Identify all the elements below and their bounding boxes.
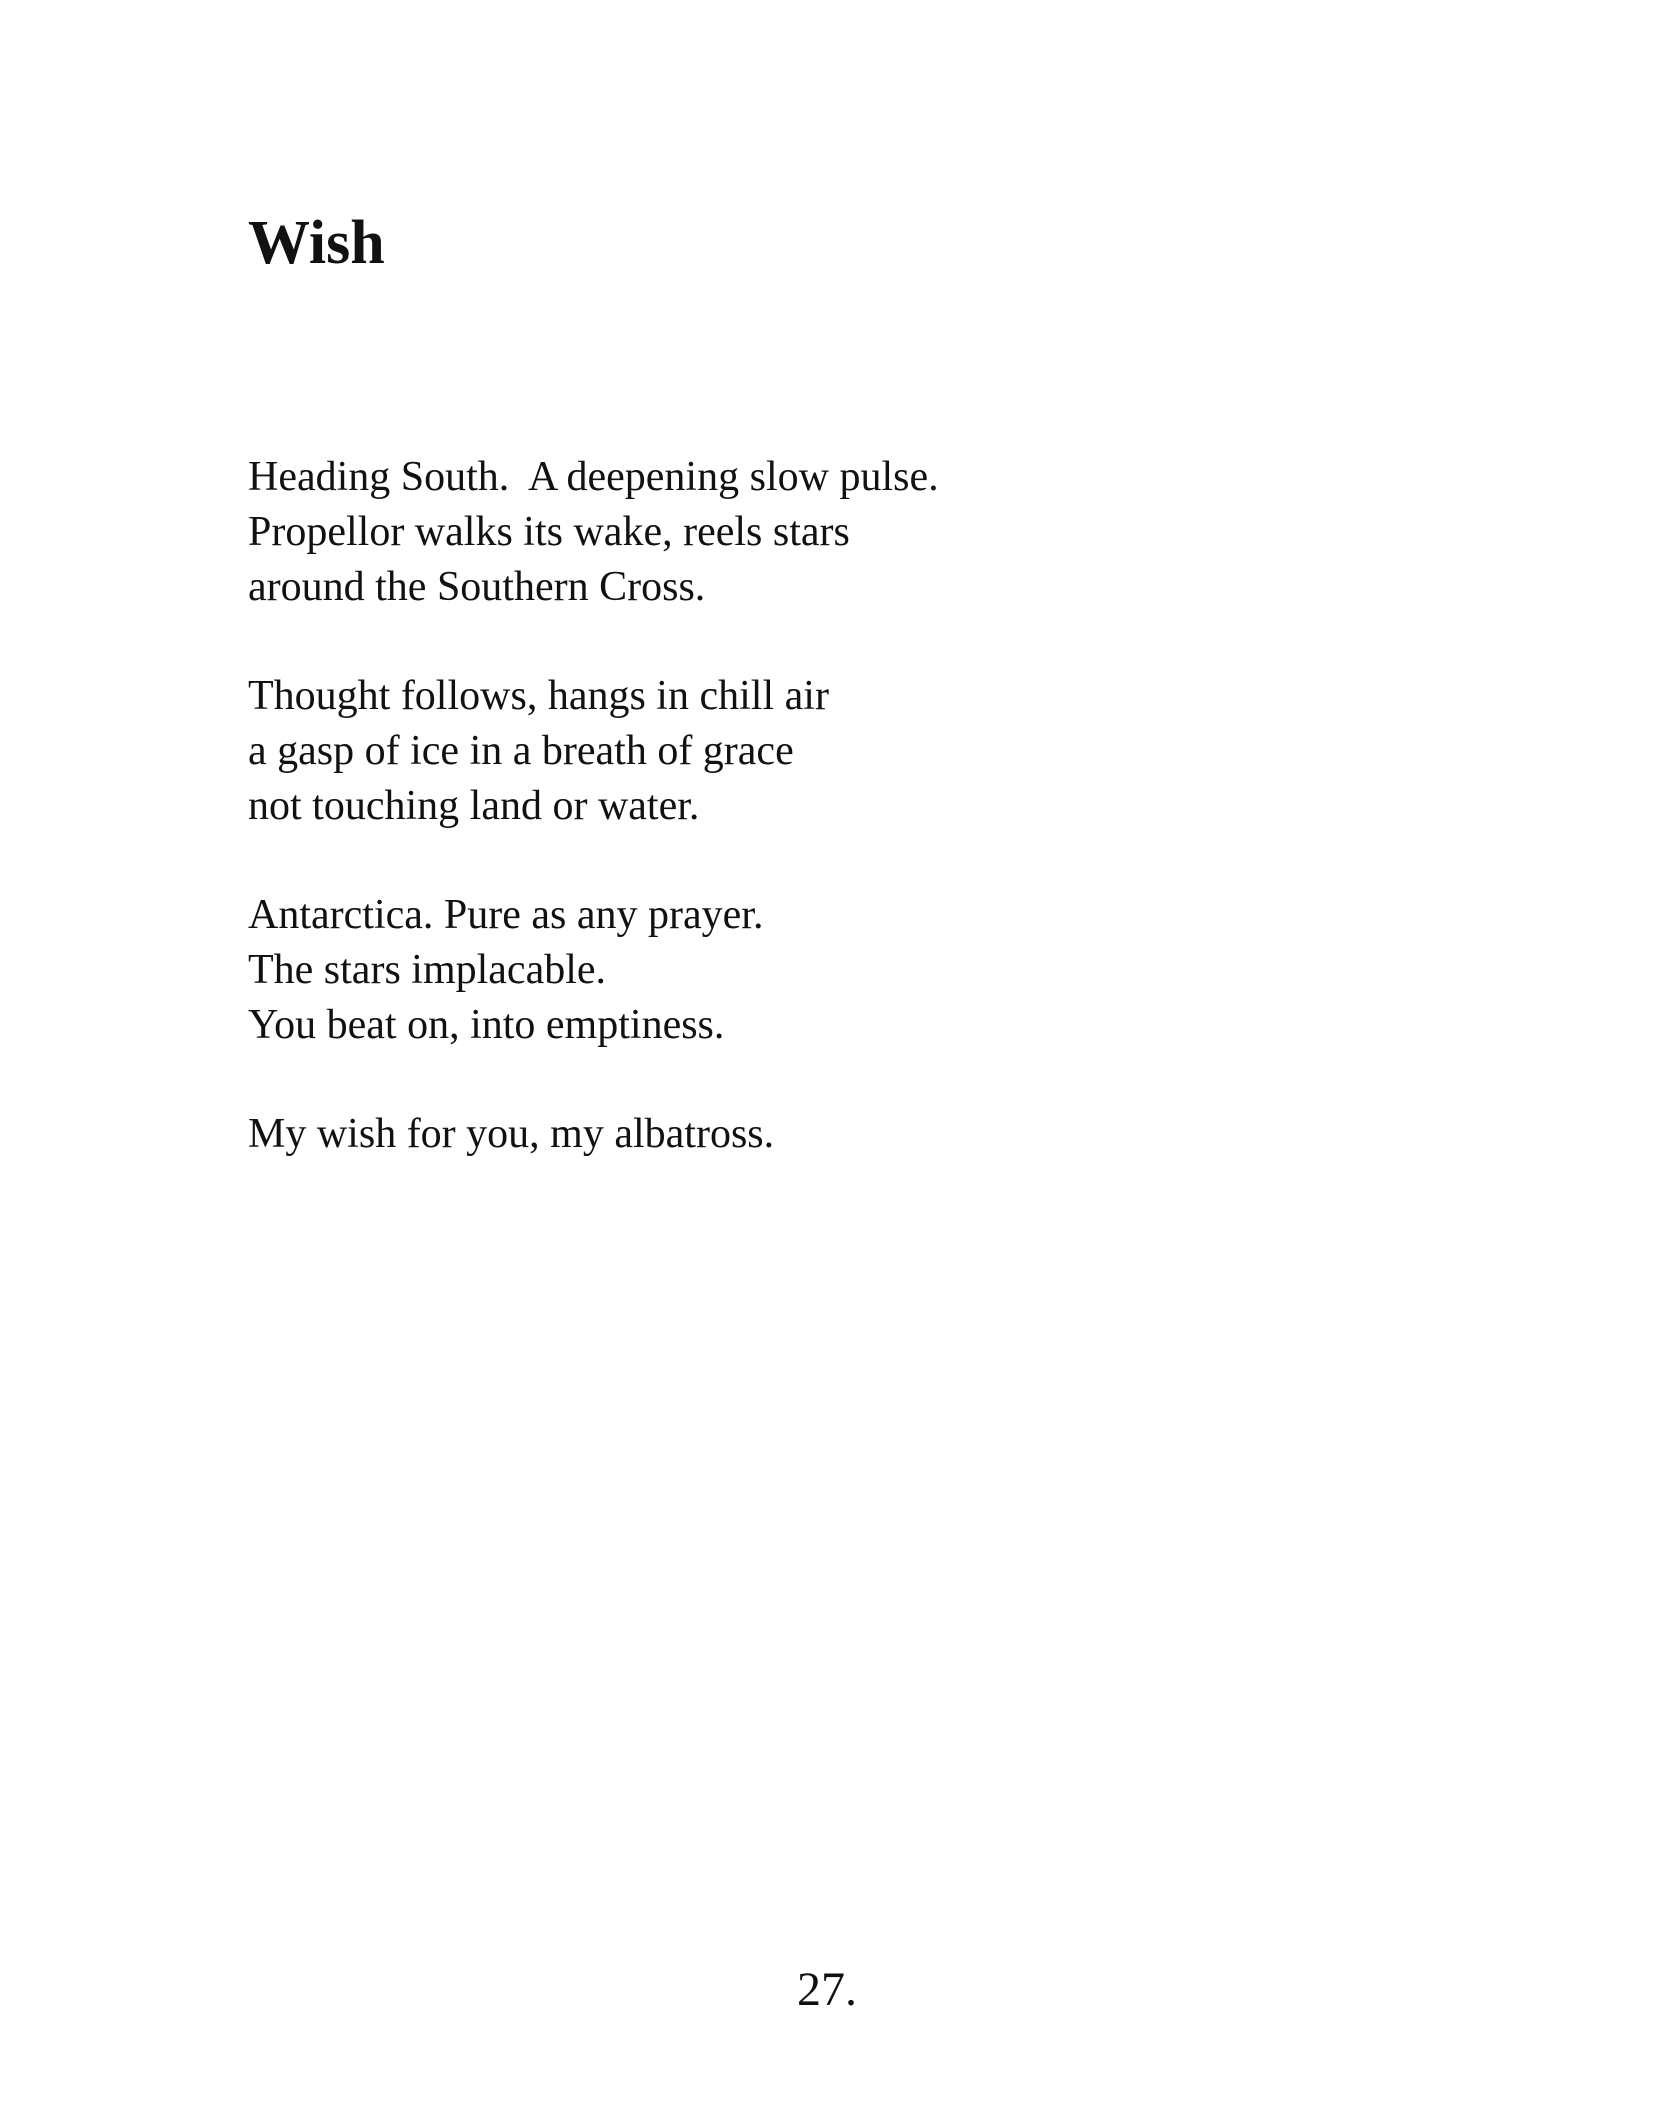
poem-title: Wish [248,209,385,277]
poem-line: Heading South. A deepening slow pulse. [248,454,939,500]
poem-line: around the Southern Cross. [248,564,706,610]
poem-line: not touching land or water. [248,783,700,829]
stanza-3 [248,888,939,1053]
stanza-2 [248,669,939,834]
poem-line: Thought follows, hangs in chill air [248,673,829,719]
poem-line: Propellor walks its wake, reels stars [248,509,850,555]
poem-line: My wish for you, my albatross. [248,1111,775,1157]
poem-line: The stars implacable. [248,947,607,993]
stanza-1 [248,450,939,615]
stanza-4 [248,1107,939,1162]
poem-line: Antarctica. Pure as any prayer. [248,892,764,938]
page-number: 27. [797,1963,857,2016]
poem-body [248,450,939,1216]
poem-line: You beat on, into emptiness. [248,1002,725,1048]
poem-line: a gasp of ice in a breath of grace [248,728,794,774]
